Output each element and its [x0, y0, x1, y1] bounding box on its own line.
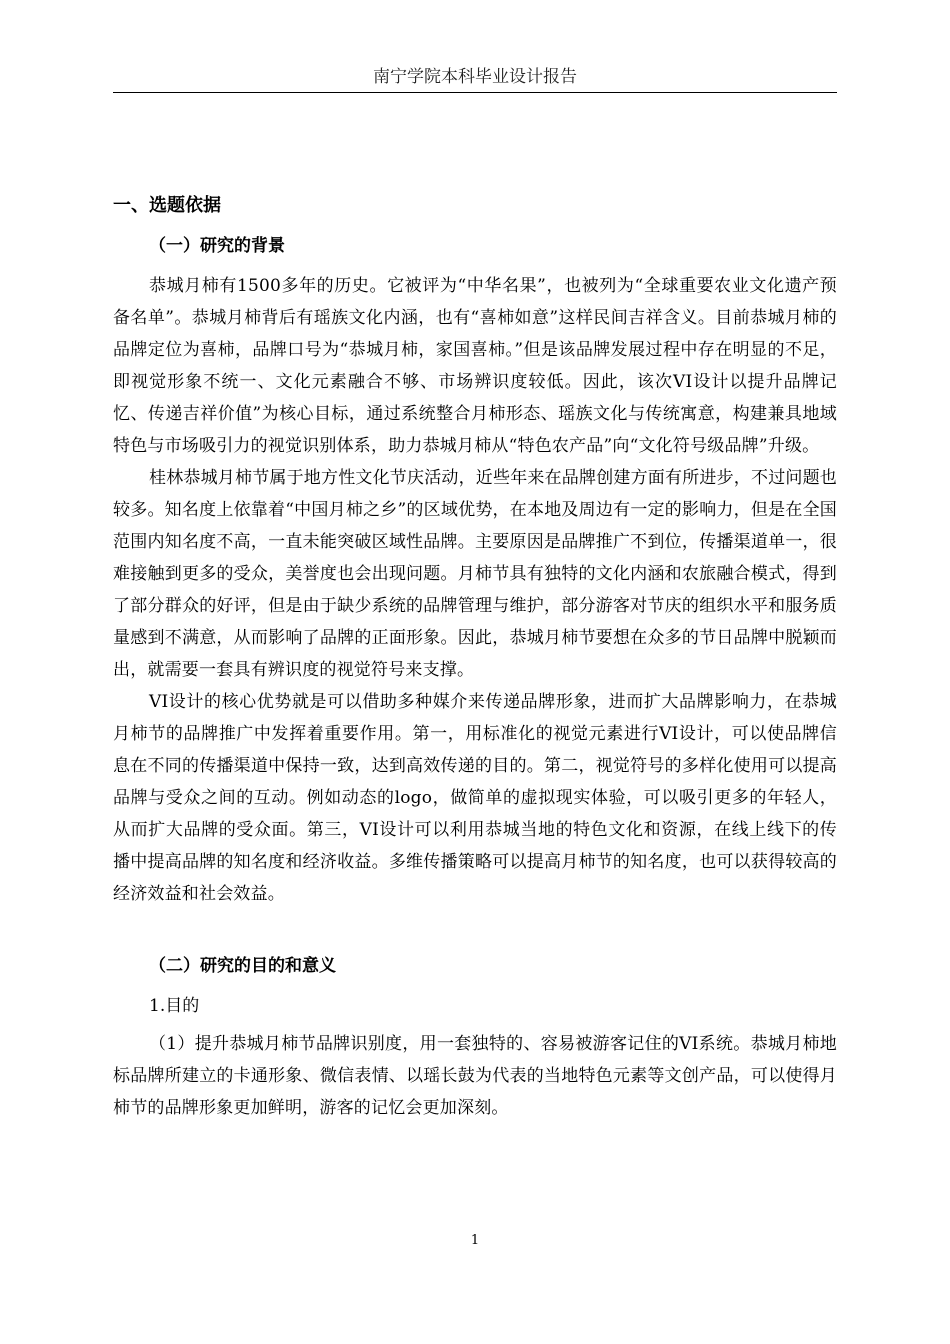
paragraph: 桂林恭城月柿节属于地方性文化节庆活动，近些年来在品牌创建方面有所进步，不过问题也较多。知名度上依靠着“中国月柿之乡”的区域优势，在本地及周边有一定的影响力，但是在全国范围内知名度不高，一直未能突破区域性品牌。主要原因是品牌推广不到位，传播渠道单一，很难接触到更多的受众，美誉度也会出现问题。月柿节具有独特的文化内涵和农旅融合模式，得到了部分群众的好评，但是由于缺少系统的品牌管理与维护，部分游客对节庆的组织水平和服务质量感到不满意，从而影响了品牌的正面形象。因此，恭城月柿节要想在众多的节日品牌中脱颖而出，就需要一套具有辨识度的视觉符号来支撑。 [113, 468, 837, 680]
subsection-heading-purpose: （二）研究的目的和意义 [149, 956, 336, 976]
paragraph: （1）提升恭城月柿节品牌识别度，用一套独特的、容易被游客记住的VI系统。恭城月柿地标品牌所建立的卡通形象、微信表情、以瑶长鼓为代表的当地特色元素等文创产品，可以使得月柿节的品牌形象更加鲜明，游客的记忆会更加深刻。 [113, 1034, 837, 1118]
subsection-heading-background: （一）研究的背景 [149, 236, 285, 256]
section-heading: 一、选题依据 [113, 195, 221, 216]
spacer [113, 910, 837, 950]
header-divider [113, 92, 837, 93]
paragraph: VI设计的核心优势就是可以借助多种媒介来传递品牌形象，进而扩大品牌影响力，在恭城月柿节的品牌推广中发挥着重要作用。第一，用标准化的视觉元素进行VI设计，可以使品牌信息在不同的传播渠道中保持一致，达到高效传递的目的。第二，视觉符号的多样化使用可以提高品牌与受众之间的互动。例如动态的logo，做简单的虚拟现实体验，可以吸引更多的年轻人，从而扩大品牌的受众面。第三，VI设计可以利用恭城当地的特色文化和资源，在线上线下的传播中提高品牌的知名度和经济收益。多维传播策略可以提高月柿节的知名度，也可以获得较高的经济效益和社会效益。 [113, 692, 837, 904]
page-number: 1 [470, 1233, 480, 1248]
paragraph: 恭城月柿有1500多年的历史。它被评为“中华名果”，也被列为“全球重要农业文化遗产预备名单”。恭城月柿背后有瑶族文化内涵，也有“喜柿如意”这样民间吉祥含义。目前恭城月柿的品牌定位为喜柿，品牌口号为“恭城月柿，家国喜柿。”但是该品牌发展过程中存在明显的不足，即视觉形象不统一、文化元素融合不够、市场辨识度较低。因此，该次VI设计以提升品牌记忆、传递吉祥价值”为核心目标，通过系统整合月柿形态、瑶族文化与传统寓意，构建兼具地域特色与市场吸引力的视觉识别体系，助力恭城月柿从“特色农产品”向“文化符号级品牌”升级。 [113, 276, 837, 456]
list-heading: 1.目的 [149, 996, 200, 1016]
running-header: 南宁学院本科毕业设计报告 [373, 67, 577, 87]
document-body [113, 190, 837, 1124]
